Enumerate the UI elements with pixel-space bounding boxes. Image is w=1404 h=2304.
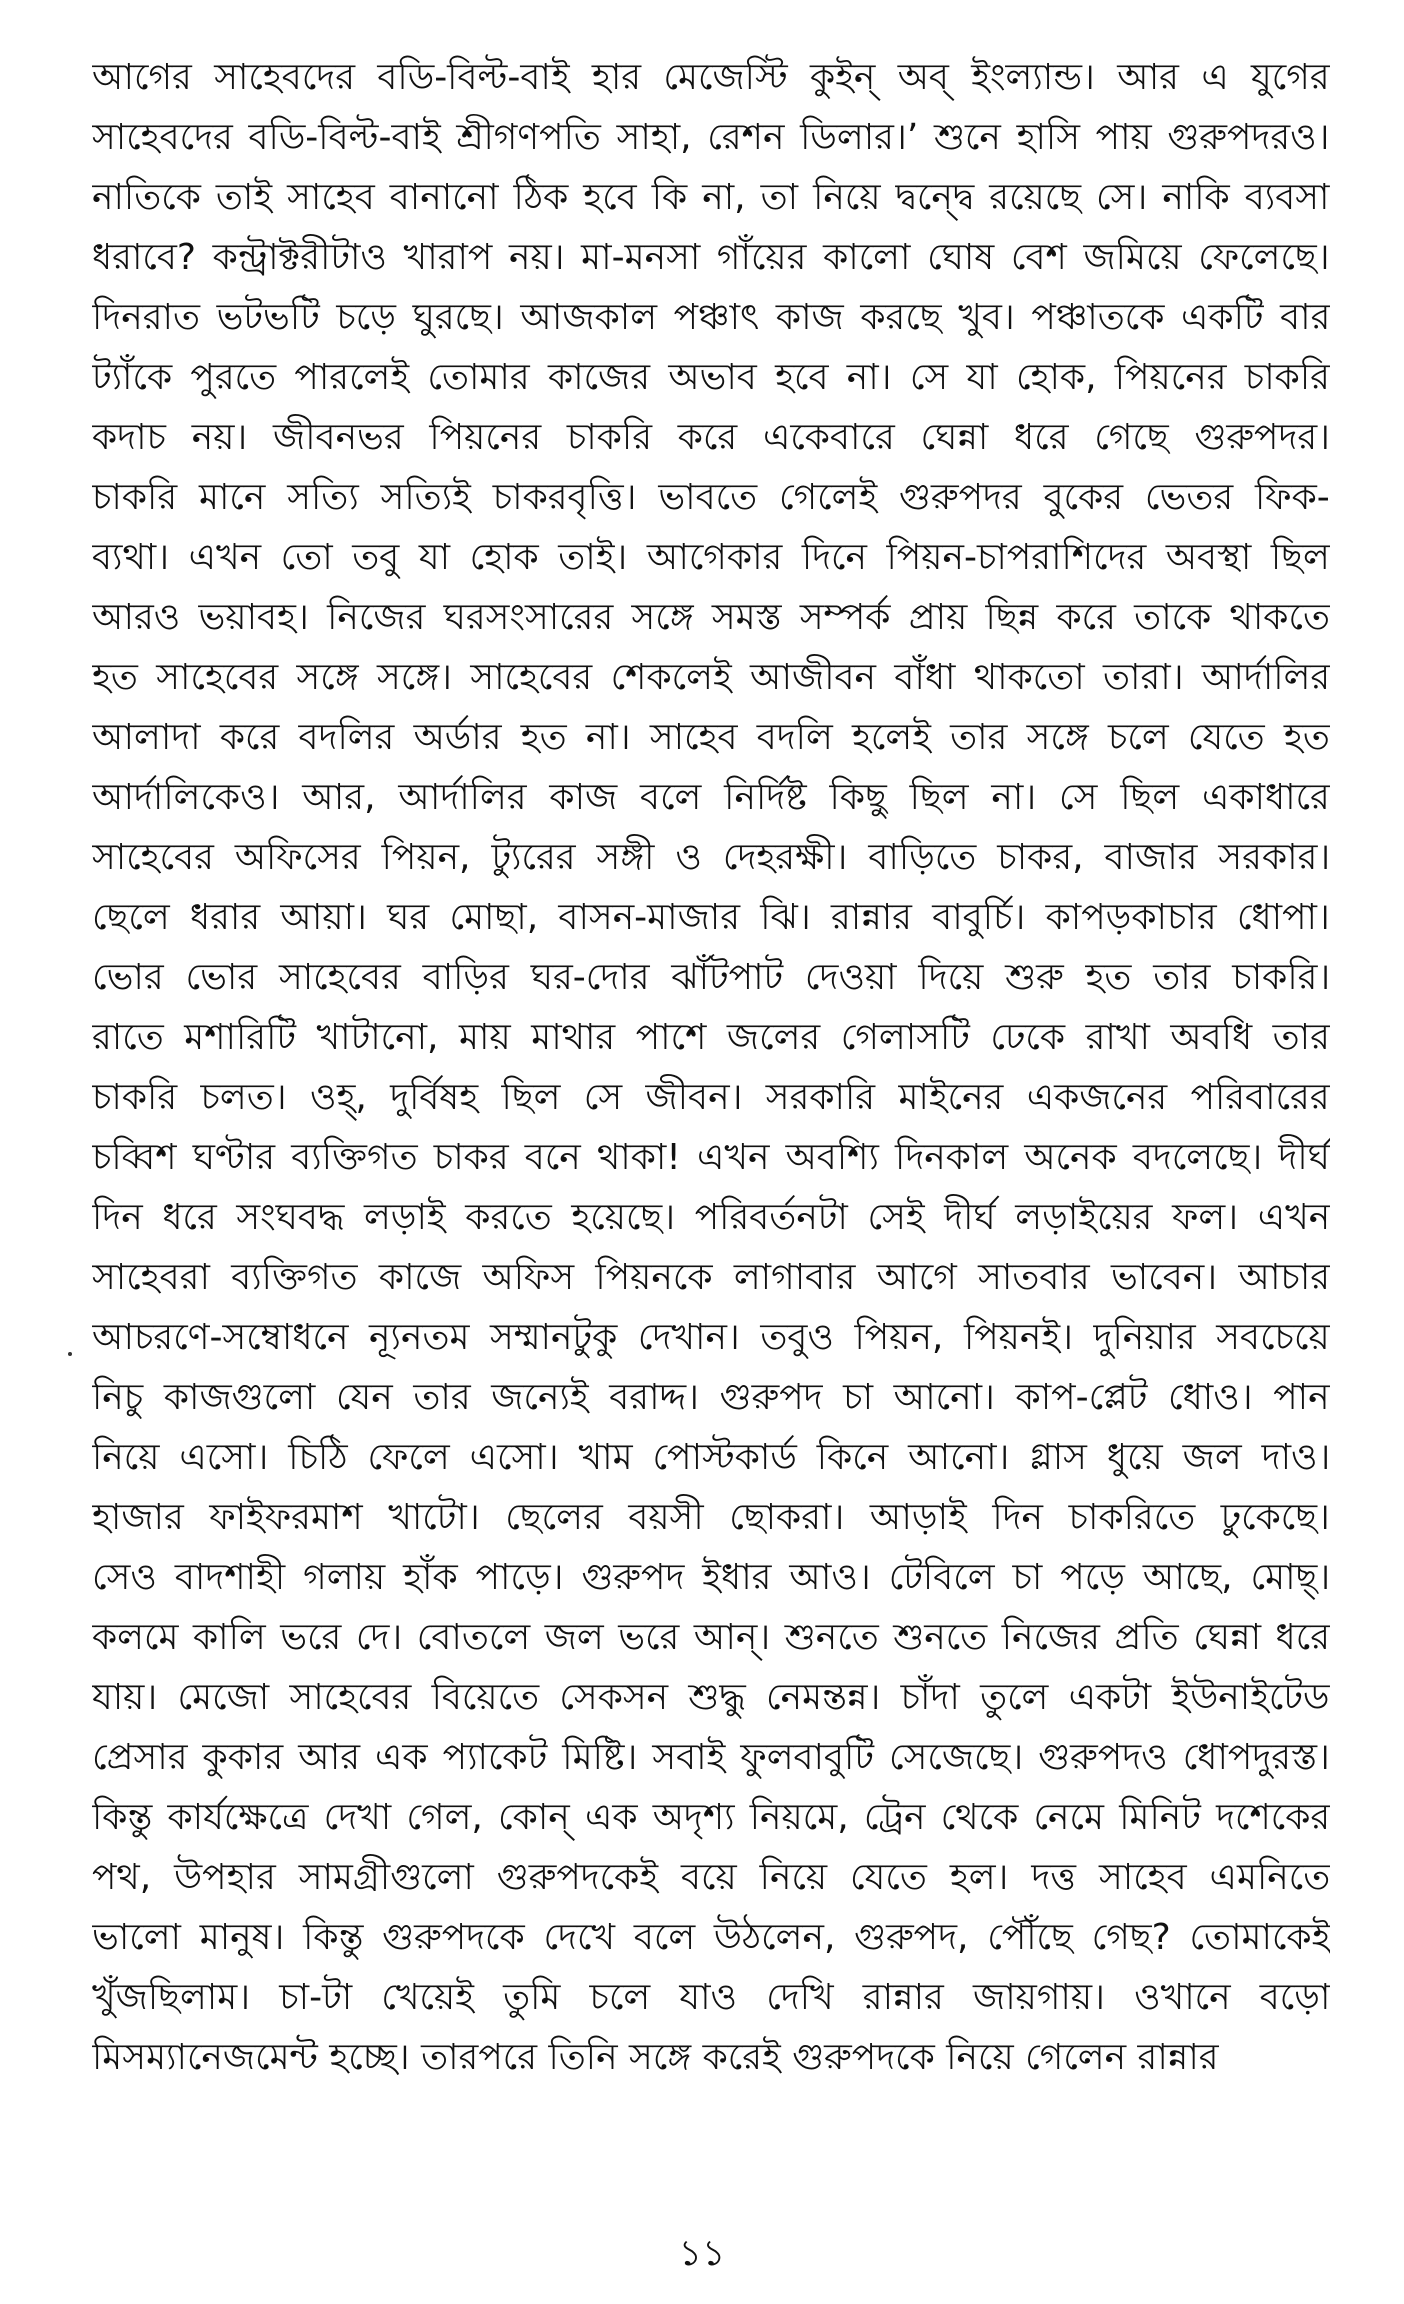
text-line: আরও ভয়াবহ। নিজের ঘরসংসারের সঙ্গে সমস্ত সম্পর্ক প্রায় ছিন্ন করে তাকে থাকতে bbox=[92, 597, 1330, 638]
text-line: সাহেবের অফিসের পিয়ন, ট্যুরের সঙ্গী ও দেহরক্ষী। বাড়িতে চাকর, বাজার সরকার। bbox=[92, 837, 1330, 878]
text-line: চাকরি চলত। ওহ্, দুর্বিষহ ছিল সে জীবন। সরকারি মাইনের একজনের পরিবারের bbox=[92, 1077, 1330, 1118]
text-line: পথ, উপহার সামগ্রীগুলো গুরুপদকেই বয়ে নিয়ে যেতে হল। দত্ত সাহেব এমনিতে bbox=[92, 1857, 1330, 1898]
page-number: ১১ bbox=[678, 2233, 726, 2274]
text-line: আগের সাহেবদের বডি-বিল্ট-বাই হার মেজেস্টি কুইন্ অব্ ইংল্যান্ড। আর এ যুগের bbox=[92, 57, 1330, 98]
text-line: রাতে মশারিটি খাটানো, মায় মাথার পাশে জলের গেলাসটি ঢেকে রাখা অবধি তার bbox=[92, 1017, 1330, 1058]
text-line: হত সাহেবের সঙ্গে সঙ্গে। সাহেবের শেকলেই আজীবন বাঁধা থাকতো তারা। আর্দালির bbox=[92, 657, 1330, 698]
text-line: ব্যথা। এখন তো তবু যা হোক তাই। আগেকার দিনে পিয়ন-চাপরাশিদের অবস্থা ছিল bbox=[92, 537, 1330, 578]
text-line: ভালো মানুষ। কিন্তু গুরুপদকে দেখে বলে উঠলেন, গুরুপদ, পৌঁছে গেছ? তোমাকেই bbox=[92, 1917, 1330, 1958]
text-line: নিয়ে এসো। চিঠি ফেলে এসো। খাম পোস্টকার্ড কিনে আনো। গ্লাস ধুয়ে জল দাও। bbox=[92, 1437, 1330, 1478]
text-line: সেও বাদশাহী গলায় হাঁক পাড়ে। গুরুপদ ইধার আও। টেবিলে চা পড়ে আছে, মোছ্। bbox=[92, 1557, 1330, 1598]
text-line: ভোর ভোর সাহেবের বাড়ির ঘর-দোর ঝাঁটপাট দেওয়া দিয়ে শুরু হত তার চাকরি। bbox=[92, 957, 1330, 998]
text-line: আলাদা করে বদলির অর্ডার হত না। সাহেব বদলি হলেই তার সঙ্গে চলে যেতে হত bbox=[92, 717, 1330, 758]
text-line: হাজার ফাইফরমাশ খাটো। ছেলের বয়সী ছোকরা। আড়াই দিন চাকরিতে ঢুকেছে। bbox=[92, 1497, 1330, 1538]
text-line: নাতিকে তাই সাহেব বানানো ঠিক হবে কি না, তা নিয়ে দ্বন্দ্বে রয়েছে সে। নাকি ব্যবসা bbox=[92, 177, 1330, 218]
text-line: ট্যাঁকে পুরতে পারলেই তোমার কাজের অভাব হবে না। সে যা হোক, পিয়নের চাকরি bbox=[92, 357, 1330, 398]
text-line: যায়। মেজো সাহেবের বিয়েতে সেকসন শুদ্ধু নেমন্তন্ন। চাঁদা তুলে একটা ইউনাইটেড bbox=[92, 1677, 1330, 1718]
text-line: সাহেবরা ব্যক্তিগত কাজে অফিস পিয়নকে লাগাবার আগে সাতবার ভাবেন। আচার bbox=[92, 1257, 1330, 1298]
text-line: কদাচ নয়। জীবনভর পিয়নের চাকরি করে একেবারে ঘেন্না ধরে গেছে গুরুপদর। bbox=[92, 417, 1330, 458]
body-text bbox=[92, 48, 1330, 2088]
text-line: চব্বিশ ঘণ্টার ব্যক্তিগত চাকর বনে থাকা! এখন অবশ্যি দিনকাল অনেক বদলেছে। দীর্ঘ bbox=[92, 1137, 1330, 1178]
text-line: আর্দালিকেও। আর, আর্দালির কাজ বলে নির্দিষ্ট কিছু ছিল না। সে ছিল একাধারে bbox=[92, 777, 1330, 818]
text-line: দিন ধরে সংঘবদ্ধ লড়াই করতে হয়েছে। পরিবর্তনটা সেই দীর্ঘ লড়াইয়ের ফল। এখন bbox=[92, 1197, 1330, 1238]
text-line: চাকরি মানে সত্যি সত্যিই চাকরবৃত্তি। ভাবতে গেলেই গুরুপদর বুকের ভেতর ফিক- bbox=[92, 477, 1330, 518]
text-line: কলমে কালি ভরে দে। বোতলে জল ভরে আন্। শুনতে শুনতে নিজের প্রতি ঘেন্না ধরে bbox=[92, 1617, 1330, 1658]
text-line: খুঁজছিলাম। চা-টা খেয়েই তুমি চলে যাও দেখি রান্নার জায়গায়। ওখানে বড়ো bbox=[92, 1977, 1330, 2018]
text-line: নিচু কাজগুলো যেন তার জন্যেই বরাদ্দ। গুরুপদ চা আনো। কাপ-প্লেট ধোও। পান bbox=[92, 1377, 1330, 1418]
text-line: ছেলে ধরার আয়া। ঘর মোছা, বাসন-মাজার ঝি। রান্নার বাবুর্চি। কাপড়কাচার ধোপা। bbox=[92, 897, 1330, 938]
text-line: প্রেসার কুকার আর এক প্যাকেট মিষ্টি। সবাই ফুলবাবুটি সেজেছে। গুরুপদও ধোপদুরস্ত। bbox=[92, 1737, 1330, 1778]
text-line: সাহেবদের বডি-বিল্ট-বাই শ্রীগণপতি সাহা, রেশন ডিলার।’ শুনে হাসি পায় গুরুপদরও। bbox=[92, 117, 1330, 158]
text-line: মিসম্যানেজমেন্ট হচ্ছে। তারপরে তিনি সঙ্গে করেই গুরুপদকে নিয়ে গেলেন রান্নার bbox=[92, 2037, 1219, 2078]
text-line: দিনরাত ভটভটি চড়ে ঘুরছে। আজকাল পঞ্চাৎ কাজ করছে খুব। পঞ্চাতকে একটি বার bbox=[92, 297, 1330, 338]
margin-mark bbox=[68, 1352, 72, 1356]
text-line: ধরাবে? কন্ট্রাক্টরীটাও খারাপ নয়। মা-মনসা গাঁয়ের কালো ঘোষ বেশ জমিয়ে ফেলেছে। bbox=[92, 237, 1330, 278]
text-line: কিন্তু কার্যক্ষেত্রে দেখা গেল, কোন্ এক অদৃশ্য নিয়মে, ট্রেন থেকে নেমে মিনিট দশেকের bbox=[92, 1797, 1330, 1838]
text-line: আচরণে-সম্বোধনে ন্যূনতম সম্মানটুকু দেখান। তবুও পিয়ন, পিয়নই। দুনিয়ার সবচেয়ে bbox=[92, 1317, 1330, 1358]
